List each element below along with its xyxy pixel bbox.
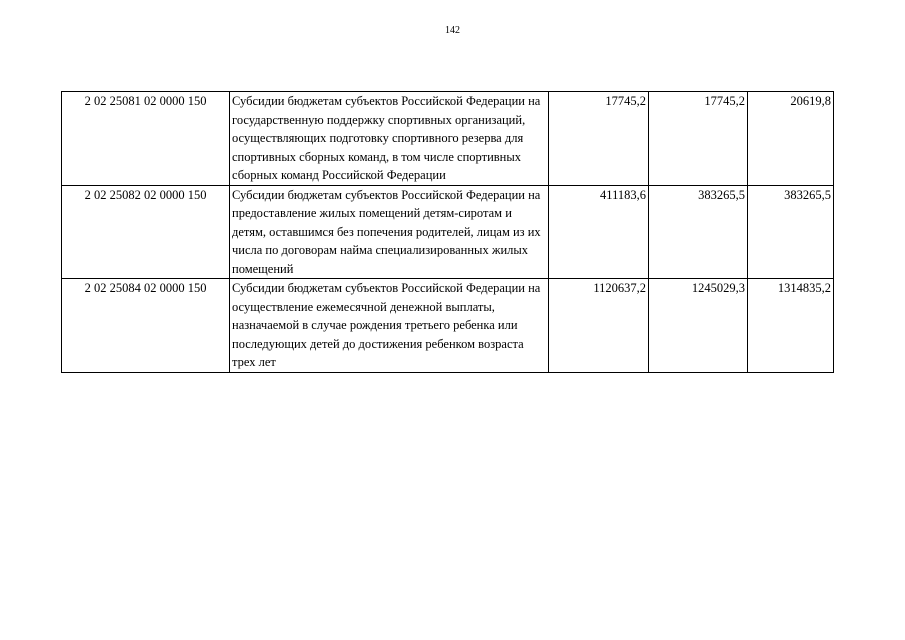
value-cell-1: 1120637,2 — [549, 279, 649, 373]
value-cell-3: 383265,5 — [748, 185, 834, 279]
description-cell: Субсидии бюджетам субъектов Российской Федерации на осуществление ежемесячной денежной выплаты, назначаемой в случае рождения третьего ребенка или последующих детей до достижения ребенком возраста трех лет — [230, 279, 549, 373]
table-row — [62, 92, 834, 186]
description-cell: Субсидии бюджетам субъектов Российской Федерации на предоставление жилых помещений детям-сиротам и детям, оставшимся без попечения родителей, лицам из их числа по договорам найма специализированных жилых помещений — [230, 185, 549, 279]
page-number: 142 — [445, 25, 460, 36]
value-cell-1: 17745,2 — [549, 92, 649, 186]
value-cell-3: 1314835,2 — [748, 279, 834, 373]
budget-code-cell: 2 02 25084 02 0000 150 — [62, 279, 230, 373]
budget-code-cell: 2 02 25081 02 0000 150 — [62, 92, 230, 186]
value-cell-3: 20619,8 — [748, 92, 834, 186]
value-cell-2: 383265,5 — [649, 185, 748, 279]
value-cell-2: 1245029,3 — [649, 279, 748, 373]
value-cell-2: 17745,2 — [649, 92, 748, 186]
budget-code-cell: 2 02 25082 02 0000 150 — [62, 185, 230, 279]
description-cell: Субсидии бюджетам субъектов Российской Федерации на государственную поддержку спортивных организаций, осуществляющих подготовку спортивного резерва для спортивных сборных команд, в том числе спортивных сборных команд Российской Федерации — [230, 92, 549, 186]
budget-table — [61, 91, 834, 373]
table-row — [62, 185, 834, 279]
value-cell-1: 411183,6 — [549, 185, 649, 279]
table-row — [62, 279, 834, 373]
